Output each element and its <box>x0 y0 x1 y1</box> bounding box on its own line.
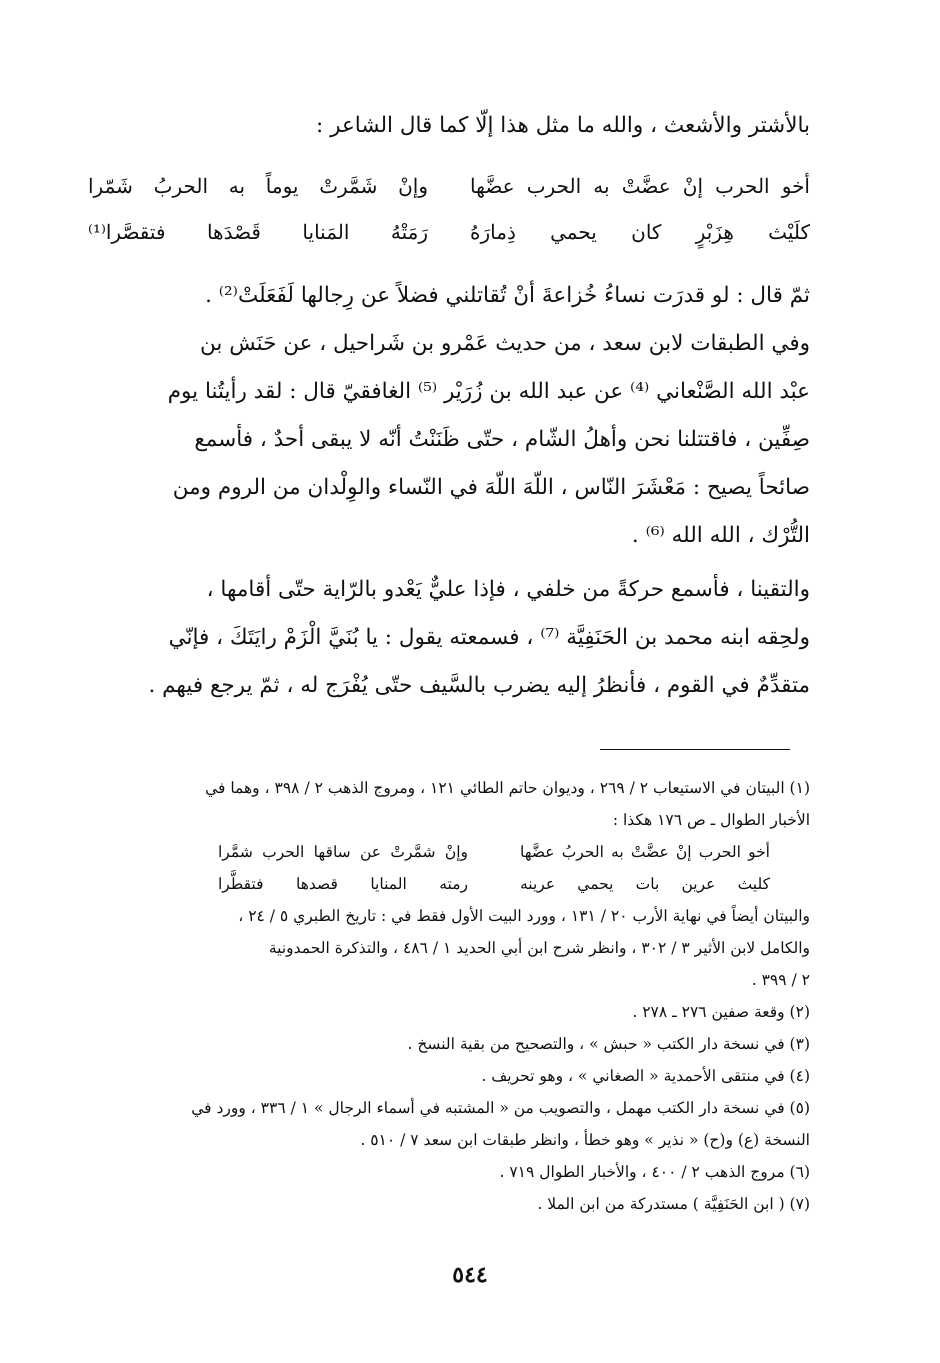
poem <box>88 163 810 255</box>
footnote-verse <box>88 836 810 868</box>
verse-first-hemistich: كلَيْث هِزَبْرٍ كان يحمي ذِمارَهُ <box>470 220 810 244</box>
footnote-line: ٢ / ٣٩٩ . <box>751 971 810 989</box>
text-line: صِفِّين ، فاقتتلنا نحن وأهلُ الشّام ، حتّى ظَنَنْتُ أنّه لا يبقى أحدٌ ، فأسمع <box>194 427 810 452</box>
footnote-line: الأخبار الطوال ـ ص ١٧٦ هكذا : <box>612 811 810 829</box>
text-line: ولحِقه ابنه محمد بن الحَنَفِيَّة ⁽⁷⁾ ، فسمعته يقول : يا بُنَيَّ الْزَمْ رايَتَكَ ، فإنّي <box>168 625 810 650</box>
footnote-verse-second: وإنْ شمَّرتْ عن ساقها الحرب شمَّرا <box>218 843 468 861</box>
footnote-verse-second: رمته المنايا قصدها فتقطَّرا <box>218 875 468 893</box>
footnote-verse-first: أخو الحرب إنْ عضَّتْ به الحربُ عضَّها <box>520 843 770 861</box>
intro-text: بالأشتر والأشعث ، والله ما مثل هذا إلّا كما قال الشاعر : <box>316 113 810 138</box>
footnote-verse <box>88 868 810 900</box>
text-line: صائحاً يصيح : مَعْشَرَ النّاس ، اللّهَ اللّهَ في النّساء والوِلْدان من الروم ومن <box>172 475 810 500</box>
footnote-line: والكامل لابن الأثير ٣ / ٣٠٢ ، وانظر شرح ابن أبي الحديد ١ / ٤٨٦ ، والتذكرة الحمدونية <box>268 939 810 957</box>
text-line: والتقينا ، فأسمع حركةً من خلفي ، فإذا عليٌّ يَعْدو بالرّاية حتّى أقامها ، <box>206 577 810 602</box>
footnotes <box>88 772 810 1220</box>
main-text-2 <box>88 566 810 710</box>
text-line: ثمّ قال : لو قدرَت نساءُ خُزاعةَ أنْ تُقاتلني فضلاً عن رِجالها لَفَعَلَتْ⁽²⁾ . <box>205 283 810 308</box>
footnote-line: والبيتان أيضاً في نهاية الأرب ٢٠ / ١٣١ ، وورد البيت الأول فقط في : تاريخ الطبري ٥ / ٢٤ ، <box>238 907 810 925</box>
text-line: وفي الطبقات لابن سعد ، من حديث عَمْرو بن شَراحيل ، عن حَنَش بن <box>200 331 810 356</box>
footnote-line: (٧) ( ابن الحَنَفِيَّة ) مستدركة من ابن الملا . <box>537 1195 810 1213</box>
footnote-line: (٥) في نسخة دار الكتب مهمل ، والتصويب من « المشتبه في أسماء الرجال » ١ / ٣٣٦ ، وورد في <box>191 1099 810 1117</box>
footnote-line: (١) البيتان في الاستيعاب ٢ / ٢٦٩ ، وديوان حاتم الطائي ١٢١ ، ومروج الذهب ٢ / ٣٩٨ ، وهما في <box>205 779 810 797</box>
footnote-divider <box>600 749 790 750</box>
footnote-verse-first: كليث عرين بات يحمي عرينه <box>520 875 770 893</box>
intro-line <box>88 102 810 150</box>
footnote-line: (٢) وقعة صفين ٢٧٦ ـ ٢٧٨ . <box>632 1003 810 1021</box>
verse-second-hemistich: وإنْ شَمَّرتْ يوماً به الحربُ شَمّرا <box>88 174 428 198</box>
page-number: ٥٤٤ <box>452 1262 488 1288</box>
verse-second-hemistich: رَمَتْهُ المَنايا قَصْدَها فتقصَّرا⁽¹⁾ <box>88 220 428 244</box>
text-line: التُّرْك ، الله الله ⁽⁶⁾ . <box>631 523 810 548</box>
text-line: متقدِّمٌ في القوم ، فأنظرُ إليه يضرب بالسَّيف حتّى يُفْرَج له ، ثمّ يرجع فيهم . <box>148 673 810 698</box>
footnote-line: النسخة (ع) و(ح) « نذير » وهو خطأ ، وانظر طبقات ابن سعد ٧ / ٥١٠ . <box>360 1131 810 1149</box>
footnote-line: (٤) في منتقى الأحمدية « الصغاني » ، وهو تحريف . <box>481 1067 810 1085</box>
text-line: عبْد الله الصَّنْعاني ⁽⁴⁾ عن عبد الله بن زُرَيْر ⁽⁵⁾ الغافقيّ قال : لقد رأيتُنا يوم <box>167 379 810 404</box>
main-text <box>88 272 810 560</box>
footnote-line: (٦) مروج الذهب ٢ / ٤٠٠ ، والأخبار الطوال ٧١٩ . <box>499 1163 810 1181</box>
verse-row <box>88 209 810 255</box>
verse-first-hemistich: أخو الحرب إنْ عضَّتْ به الحرب عضَّها <box>470 174 810 198</box>
footnote-line: (٣) في نسخة دار الكتب « حبش » ، والتصحيح من بقية النسخ . <box>407 1035 810 1053</box>
verse-row <box>88 163 810 209</box>
